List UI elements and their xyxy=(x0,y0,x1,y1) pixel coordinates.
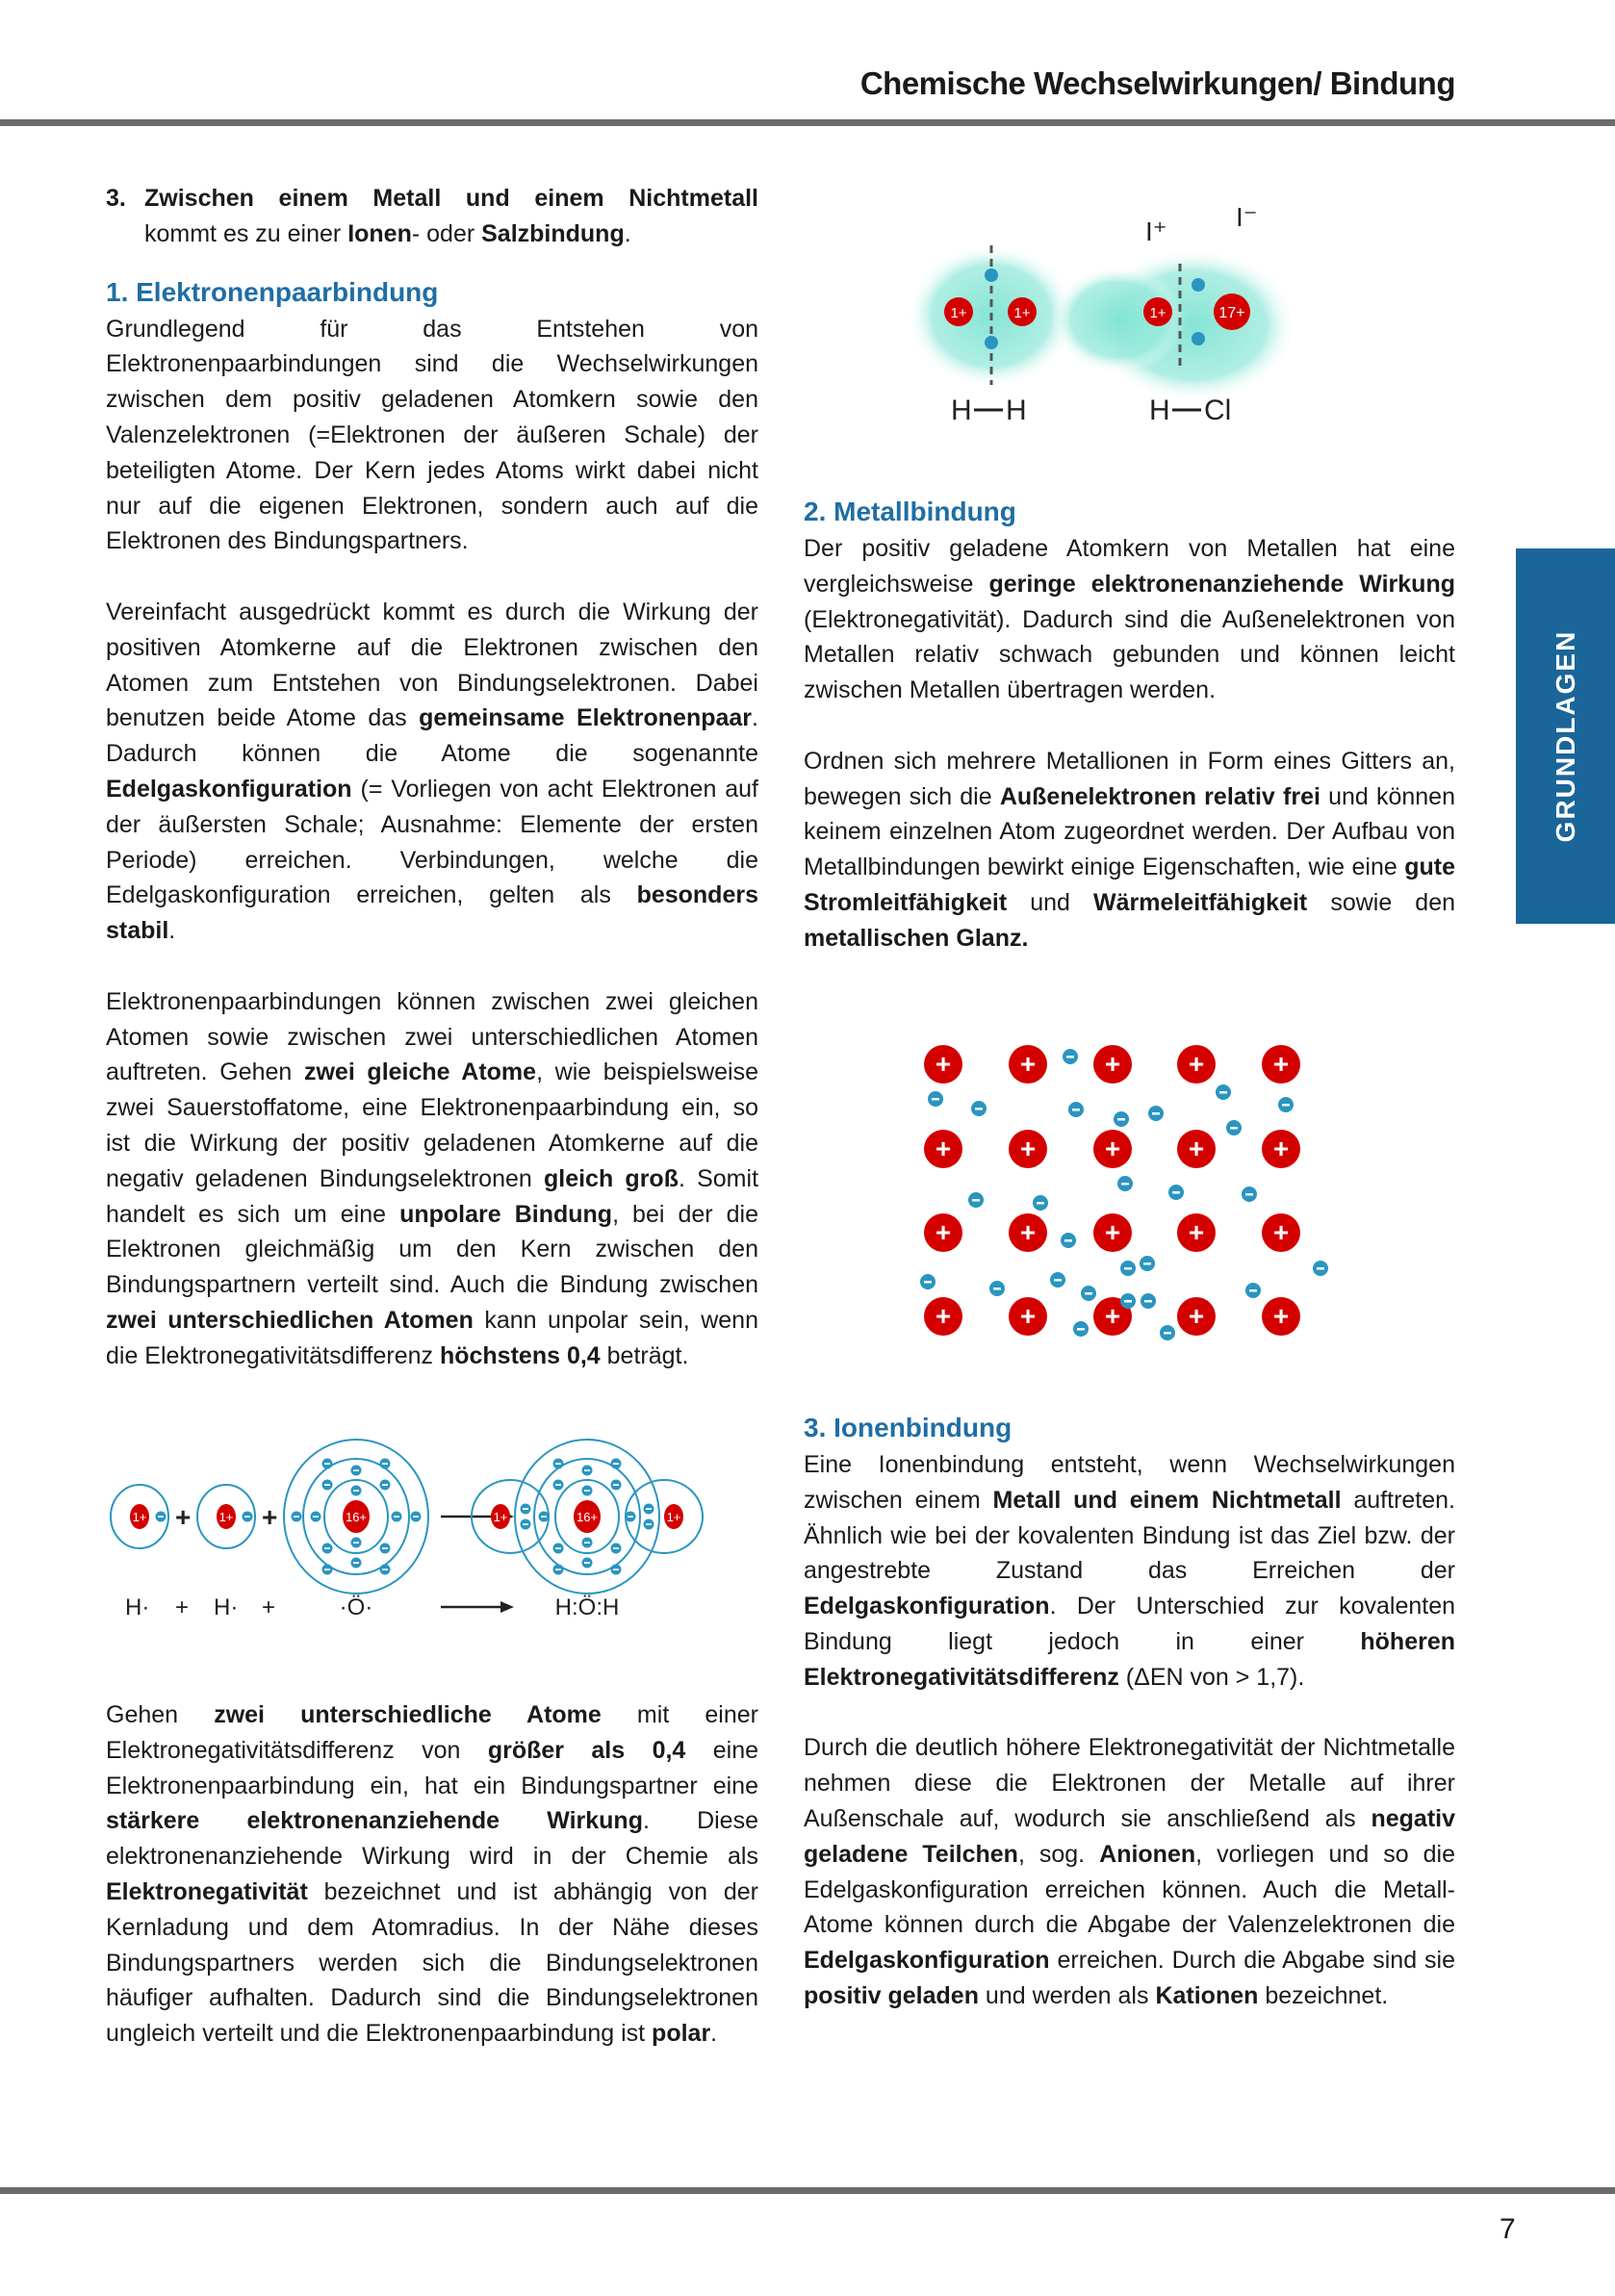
plus-sign: + xyxy=(175,1502,192,1532)
electron-sign xyxy=(1066,1056,1074,1059)
nucleus-label: 16+ xyxy=(576,1510,599,1524)
partial-negative-label: I⁻ xyxy=(1236,202,1258,232)
cation-sign: + xyxy=(935,1217,952,1247)
formula-h: H xyxy=(1006,395,1027,426)
electron-sign xyxy=(394,1516,399,1518)
cation-sign: + xyxy=(1019,1301,1037,1331)
electron-sign xyxy=(324,1463,330,1465)
left-column xyxy=(106,181,758,1374)
electron-sign xyxy=(628,1516,633,1518)
cation-sign: + xyxy=(1104,1049,1121,1079)
electron xyxy=(985,336,998,349)
chapter-side-tab[interactable] xyxy=(1516,548,1615,924)
nucleus-label: 1+ xyxy=(218,1510,234,1524)
paragraph: Elektronenpaarbindungen können zwischen zwei gleichen Atomen sowie zwischen zwei unterschiedlichen Atomen auftreten. Gehen zwei gleiche Atome, wie beispielsweise zwei Sauerstoffatome, eine Elektronenpaarbindung ein, so ist die Wirkung der positiv geladenen Atomkerne auf die negativ geladenen Bindungselektronen gleich groß. Somit handelt es sich um eine unpolare Bindung, bei der die Elektronen gleichmäßig um den Kern zwischen den Bindungspartnern verteilt sind. Auch die Bindung zwischen zwei unterschiedlichen Atomen kann unpolar sein, wenn die Elektronegativitätsdifferenz höchstens 0,4 beträgt. xyxy=(106,987,759,1369)
electron-sign xyxy=(584,1490,590,1492)
nucleus-label: 1+ xyxy=(950,305,967,321)
left-column-lower xyxy=(106,1697,758,2052)
electron-sign xyxy=(313,1516,319,1518)
electron-sign xyxy=(382,1484,388,1486)
lewis-oxygen: ·Ö· xyxy=(339,1594,373,1620)
electron-sign xyxy=(1144,1300,1152,1303)
paragraph: Durch die deutlich höhere Elektronegativität der Nichtmetalle nehmen diese die Elektronen der Metalle auf ihrer Außenschale auf, wodurch sie anschließend als negativ geladene Teilchen, sog. Anionen, vorliegen und so die Edelgaskonfiguration erreichen können. Auch die Metall-Atome können durch die Abgabe der Valenzelektronen die Edelgaskonfiguration erreichen. Durch die Abgabe sind sie positiv geladen und werden als Kationen bezeichnet. xyxy=(804,1734,1455,2009)
metal-lattice-diagram xyxy=(895,1030,1338,1347)
section-heading-electron-pair-bond: 1. Elektronenpaarbindung xyxy=(106,276,439,307)
electron-sign xyxy=(158,1516,164,1518)
plus-sign: + xyxy=(262,1594,276,1620)
electron-sign xyxy=(555,1569,561,1570)
cation-sign: + xyxy=(935,1301,952,1331)
electron-sign xyxy=(324,1569,330,1570)
electron-sign xyxy=(382,1569,388,1570)
electron-sign xyxy=(613,1463,619,1465)
paragraph: Gehen zwei unterschiedliche Atome mit einer Elektronegativitätsdifferenz von größer als 0,4 eine Elektronenpaarbindung ein, hat ein Bindungspartner eine stärkere elektronenanziehende Wirkung. Diese elektronenanziehende Wirkung wird in der Chemie als Elektronegativität bezeichnet und ist abhängig von der Kernladung und dem Atomradius. In der Nähe dieses Bindungspartners werden sich die Bindungselektronen häufiger aufhalten. Dadurch sind die Bindungselektronen ungleich verteilt und die Elektronenpaarbindung ist polar. xyxy=(106,1701,758,2048)
paragraph: Grundlegend für das Entstehen von Elektronenpaarbindungen sind die Wechselwirkungen zwischen dem positiv geladenen Atomkern sowie den Valenzelektronen (=Elektronen der äußeren Schale) der beteiligten Atome. Der Kern jedes Atoms wirkt dabei nicht nur auf die eigenen Elektronen, sondern auch auf die Elektronen des Bindungspartners. xyxy=(106,315,758,555)
arrow-head xyxy=(500,1601,514,1613)
cation-sign: + xyxy=(1019,1134,1037,1163)
cation-sign: + xyxy=(1272,1049,1290,1079)
electron-sign xyxy=(382,1463,388,1465)
electron xyxy=(1192,278,1205,292)
electron-sign xyxy=(353,1490,359,1492)
intro-list-number: 3. xyxy=(106,185,126,212)
intro-list-item xyxy=(106,181,758,252)
cation-sign: + xyxy=(935,1049,952,1079)
electron xyxy=(985,268,998,282)
nucleus-label: 17+ xyxy=(1218,305,1245,321)
lewis-h: H· xyxy=(214,1594,239,1620)
formula-h: H xyxy=(1149,395,1170,426)
lewis-water: H:Ö:H xyxy=(554,1594,620,1620)
electron-sign xyxy=(353,1542,359,1543)
water-formation-diagram xyxy=(96,1434,770,1636)
intro-text: - oder xyxy=(411,219,482,247)
electron-sign xyxy=(382,1547,388,1549)
cation-sign: + xyxy=(1272,1301,1290,1331)
electron-sign xyxy=(613,1569,619,1570)
electron-sign xyxy=(1077,1328,1085,1331)
cation-sign: + xyxy=(1272,1217,1290,1247)
partial-positive-label: I⁺ xyxy=(1145,217,1167,246)
plus-sign: + xyxy=(262,1502,278,1532)
electron-sign xyxy=(975,1108,983,1110)
cation-sign: + xyxy=(1188,1217,1205,1247)
intro-text: . xyxy=(624,219,631,247)
electron-sign xyxy=(646,1508,652,1510)
page-header-title: Chemische Wechselwirkungen/ Bindung xyxy=(859,65,1455,101)
electron-sign xyxy=(1064,1239,1072,1242)
electron-sign xyxy=(1152,1112,1160,1115)
nucleus-label: 1+ xyxy=(666,1510,681,1524)
electron-sign xyxy=(1249,1289,1257,1292)
electron-sign xyxy=(555,1484,561,1486)
nucleus-label: 16+ xyxy=(345,1510,368,1524)
electron-sign xyxy=(932,1098,939,1101)
electron-sign xyxy=(1172,1191,1180,1194)
electron-sign xyxy=(324,1547,330,1549)
electron-sign xyxy=(613,1547,619,1549)
lewis-h: H· xyxy=(125,1594,150,1620)
intro-bold: Salzbindung xyxy=(481,219,625,247)
section-heading-metal-bond: 2. Metallbindung xyxy=(804,497,1016,526)
paragraph: Der positiv geladene Atomkern von Metallen hat eine vergleichsweise geringe elektronenanziehende Wirkung (Elektronegativität). Dadurch sind die Außenelektronen von Metallen relativ schwach gebunden und können leicht zwischen Metallen übertragen werden. xyxy=(804,535,1455,704)
electron-sign xyxy=(993,1288,1001,1290)
electron-sign xyxy=(584,1542,590,1543)
cation-sign: + xyxy=(1019,1049,1037,1079)
electron-sign xyxy=(541,1516,547,1518)
electron-sign xyxy=(1245,1193,1253,1196)
nucleus-label: 1+ xyxy=(1149,305,1166,321)
electron-sign xyxy=(646,1523,652,1525)
intro-line1: Zwischen einem Metall und einem Nichtmetall xyxy=(144,185,758,212)
nucleus-label: 1+ xyxy=(1013,305,1031,321)
electron-sign xyxy=(613,1484,619,1486)
electron-sign xyxy=(1282,1104,1290,1107)
electron-sign xyxy=(324,1484,330,1486)
intro-bold: Ionen xyxy=(347,219,412,247)
cation-sign: + xyxy=(1104,1301,1121,1331)
electron-sign xyxy=(1085,1292,1092,1295)
electron-sign xyxy=(1117,1118,1125,1121)
electron-sign xyxy=(413,1516,419,1518)
electron-sign xyxy=(523,1508,528,1510)
nucleus-label: 1+ xyxy=(132,1510,147,1524)
electron-sign xyxy=(584,1562,590,1564)
footer-divider xyxy=(0,2187,1615,2194)
formula-h: H xyxy=(951,395,972,426)
paragraph: Vereinfacht ausgedrückt kommt es durch die Wirkung der positiven Atomkerne auf die Elektronen zwischen den Atomen zum Entstehen von Bindungselektronen. Dabei benutzen beide Atome das gemeinsame Elektronenpaar. Dadurch können die Atome die sogenannte Edelgaskonfiguration (= Vorliegen von acht Elektronen auf der äußersten Schale; Ausnahme: Elemente der ersten Periode) erreichen. Verbindungen, welche die Edelgaskonfiguration erreichen, gelten als besonders stabil. xyxy=(106,598,758,945)
electron-sign xyxy=(244,1516,250,1518)
paragraph: Eine Ionenbindung entsteht, wenn Wechselwirkungen zwischen einem Metall und einem Nichtmetall auftreten. Ähnlich wie bei der kovalenten Bindung ist das Ziel bzw. der angestrebte Zustand das Erreichen der Edelgaskonfiguration. Der Unterschied zur kovalenten Bindung liegt jedoch in einer höheren Elektronegativitätsdifferenz (ΔEN von > 1,7). xyxy=(804,1451,1456,1691)
electron-sign xyxy=(1230,1127,1238,1130)
electron-sign xyxy=(523,1523,528,1525)
paragraph: Ordnen sich mehrere Metallionen in Form eines Gitters an, bewegen sich die Außenelektronen relativ frei und können keinem einzelnen Atom zugeordnet werden. Der Aufbau von Metallbindungen bewirkt einige Eigenschaften, wie eine gute Stromleitfähigkeit und Wärmeleitfähigkeit sowie den metallischen Glanz. xyxy=(804,747,1455,952)
cation-sign: + xyxy=(1188,1134,1205,1163)
formula-cl: Cl xyxy=(1204,395,1232,426)
cation-sign: + xyxy=(1104,1217,1121,1247)
cation-sign: + xyxy=(1272,1134,1290,1163)
electron-sign xyxy=(555,1463,561,1465)
electron-sign xyxy=(353,1469,359,1471)
electron-sign xyxy=(555,1547,561,1549)
electron-sign xyxy=(1037,1202,1044,1205)
electron-sign xyxy=(1317,1267,1324,1270)
electron xyxy=(1192,332,1205,345)
cation-sign: + xyxy=(1019,1217,1037,1247)
electron-sign xyxy=(584,1469,590,1471)
electron-sign xyxy=(924,1281,932,1284)
cation-sign: + xyxy=(935,1134,952,1163)
cation-sign: + xyxy=(1188,1049,1205,1079)
electron-sign xyxy=(294,1516,299,1518)
electron-sign xyxy=(1219,1091,1227,1094)
nucleus-label: 1+ xyxy=(493,1510,508,1524)
electron-sign xyxy=(353,1562,359,1564)
cation-sign: + xyxy=(1104,1134,1121,1163)
electron-sign xyxy=(1124,1300,1132,1303)
right-column-lower xyxy=(804,1409,1455,2014)
intro-text: kommt es zu einer xyxy=(144,219,348,247)
chapter-side-tab-label: GRUNDLAGEN xyxy=(1550,629,1580,843)
page-number: 7 xyxy=(1500,2213,1516,2245)
electron-sign xyxy=(1054,1279,1062,1282)
electron-sign xyxy=(1124,1267,1132,1270)
section-heading-ionic-bond: 3. Ionenbindung xyxy=(804,1413,1013,1442)
electron-sign xyxy=(1164,1332,1171,1335)
cation-sign: + xyxy=(1188,1301,1205,1331)
electron-sign xyxy=(1072,1109,1080,1111)
plus-sign: + xyxy=(175,1594,190,1620)
electron-sign xyxy=(1143,1263,1151,1265)
right-column xyxy=(804,493,1455,957)
header-divider xyxy=(0,119,1615,126)
electron-sign xyxy=(972,1199,980,1202)
electron-sign xyxy=(1121,1183,1129,1186)
polarity-diagram xyxy=(866,192,1328,433)
